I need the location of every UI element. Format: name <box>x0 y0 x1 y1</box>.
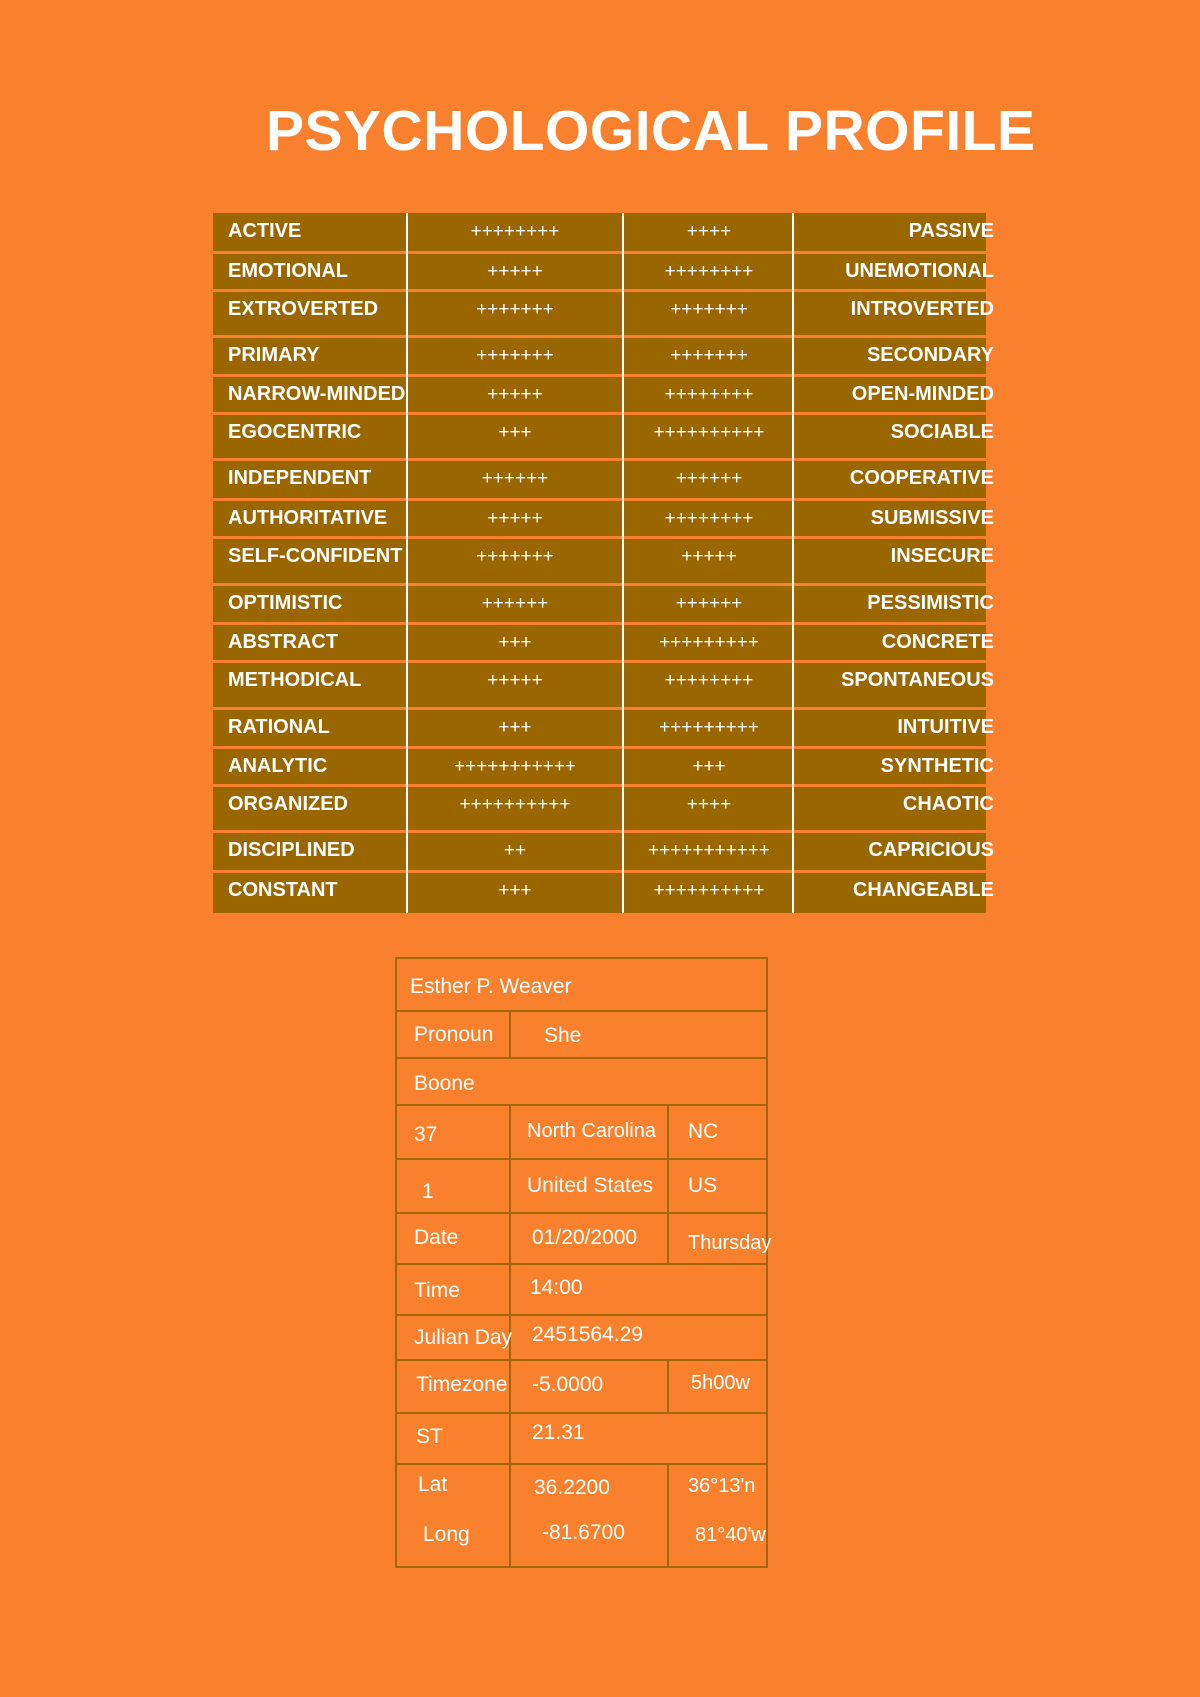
table-row <box>213 460 994 497</box>
timezone-value: -5.0000 <box>532 1373 604 1396</box>
pronoun-label: Pronoun <box>414 1023 494 1046</box>
table-row <box>213 786 994 823</box>
table-row <box>213 709 994 746</box>
pronoun-value: She <box>544 1024 582 1047</box>
trait-left-score: +++ <box>498 422 532 443</box>
trait-right-label: PESSIMISTIC <box>867 592 994 614</box>
table-row <box>213 624 994 661</box>
trait-right-score: +++ <box>692 756 726 777</box>
trait-right-score: +++++++ <box>670 299 748 320</box>
trait-left-score: ++ <box>503 840 527 861</box>
page-title: PSYCHOLOGICAL PROFILE <box>266 99 1036 163</box>
trait-table <box>213 213 994 913</box>
trait-left-score: +++++++++++ <box>453 756 577 777</box>
trait-left-label: ANALYTIC <box>228 755 328 777</box>
trait-right-score: ++++++++ <box>664 384 754 405</box>
trait-left-score: ++++++ <box>481 593 549 614</box>
trait-right-label: INSECURE <box>890 545 994 567</box>
trait-left-score: +++++ <box>487 670 543 691</box>
trait-right-label: CHANGEABLE <box>852 879 994 901</box>
julian-day-value: 2451564.29 <box>532 1323 643 1346</box>
trait-left-label: METHODICAL <box>228 669 362 691</box>
longitude-value: -81.6700 <box>542 1521 625 1544</box>
table-row <box>213 376 994 413</box>
table-line <box>395 1212 768 1214</box>
table-row <box>213 500 994 537</box>
trait-right-score: ++++ <box>686 221 732 242</box>
trait-right-score: ++++++ <box>675 593 743 614</box>
trait-right-label: CAPRICIOUS <box>868 839 994 861</box>
trait-left-label: ORGANIZED <box>228 793 348 815</box>
date-label: Date <box>414 1226 459 1249</box>
trait-left-label: EXTROVERTED <box>228 298 379 320</box>
latitude-label: Lat <box>418 1473 448 1496</box>
trait-right-score: ++++++++++ <box>653 422 765 443</box>
trait-left-score: +++++ <box>487 508 543 529</box>
table-line <box>667 1463 669 1568</box>
latitude-dms: 36°13'n <box>688 1475 756 1497</box>
sidereal-time-value: 21.31 <box>532 1421 585 1444</box>
trait-right-label: SECONDARY <box>866 344 994 366</box>
table-line <box>395 1412 768 1414</box>
state-code: NC <box>688 1120 719 1143</box>
trait-left-label: INDEPENDENT <box>228 467 372 489</box>
trait-left-score: ++++++ <box>481 468 549 489</box>
table-row <box>213 213 994 250</box>
weekday: Thursday <box>688 1232 772 1254</box>
sidereal-time-label: ST <box>416 1425 443 1448</box>
table-line <box>395 1314 768 1316</box>
trait-right-score: ++++++++ <box>664 508 754 529</box>
trait-left-label: AUTHORITATIVE <box>228 507 388 529</box>
trait-left-label: PRIMARY <box>228 344 320 366</box>
country-name: United States <box>527 1174 654 1197</box>
longitude-dms: 81°40'w <box>695 1524 766 1546</box>
table-line <box>395 1057 768 1059</box>
table-line <box>667 1359 669 1412</box>
table-line <box>395 1158 768 1160</box>
trait-right-score: +++++++++ <box>659 632 759 653</box>
trait-left-label: DISCIPLINED <box>228 839 355 861</box>
time-label: Time <box>414 1279 460 1302</box>
table-row <box>213 662 994 699</box>
trait-right-score: ++++++++ <box>664 670 754 691</box>
trait-right-label: CHAOTIC <box>902 793 994 815</box>
trait-left-score: +++++++ <box>476 299 554 320</box>
trait-left-score: +++++ <box>487 261 543 282</box>
trait-right-label: PASSIVE <box>908 220 994 242</box>
person-name: Esther P. Weaver <box>410 975 572 998</box>
country-number: 1 <box>422 1180 434 1203</box>
trait-right-label: SYNTHETIC <box>880 755 994 777</box>
table-line <box>395 1010 768 1012</box>
table-row <box>213 872 994 909</box>
table-line <box>395 1359 768 1361</box>
timezone-label: Timezone <box>416 1373 508 1396</box>
chart-info-table <box>395 957 772 1568</box>
table-line <box>395 1263 768 1265</box>
table-line <box>395 1463 768 1465</box>
trait-left-label: RATIONAL <box>228 716 330 738</box>
date-value: 01/20/2000 <box>532 1226 638 1249</box>
table-row <box>213 748 994 785</box>
trait-right-label: CONCRETE <box>881 631 994 653</box>
julian-day-label: Julian Day <box>414 1326 513 1349</box>
trait-left-score: ++++++++ <box>470 221 560 242</box>
table-line <box>395 957 397 1568</box>
table-row <box>213 414 994 451</box>
table-row <box>213 585 994 622</box>
trait-right-score: +++++++++++ <box>647 840 771 861</box>
state-number: 37 <box>414 1123 438 1146</box>
trait-left-score: ++++++++++ <box>459 794 571 815</box>
trait-right-label: COOPERATIVE <box>849 467 994 489</box>
timezone-code: 5h00w <box>691 1372 750 1394</box>
trait-right-score: +++++++++ <box>659 717 759 738</box>
trait-right-label: INTROVERTED <box>850 298 994 320</box>
table-line <box>509 1010 511 1057</box>
trait-right-label: SPONTANEOUS <box>841 669 994 691</box>
trait-left-score: +++++++ <box>476 546 554 567</box>
trait-right-label: OPEN-MINDED <box>851 383 994 405</box>
trait-left-label: NARROW-MINDED <box>228 383 406 405</box>
table-row <box>213 538 994 575</box>
trait-right-score: ++++++++ <box>664 261 754 282</box>
table-line <box>667 1104 669 1264</box>
table-row <box>213 253 994 290</box>
city: Boone <box>414 1072 475 1095</box>
trait-right-label: SUBMISSIVE <box>870 507 994 529</box>
trait-left-label: OPTIMISTIC <box>228 592 343 614</box>
trait-left-label: ACTIVE <box>228 220 302 242</box>
table-line <box>395 1566 768 1568</box>
trait-left-label: EMOTIONAL <box>228 260 348 282</box>
trait-left-label: CONSTANT <box>228 879 338 901</box>
trait-right-score: +++++++ <box>670 345 748 366</box>
trait-left-label: SELF-CONFIDENT <box>228 545 403 567</box>
trait-left-label: EGOCENTRIC <box>228 421 362 443</box>
table-line <box>395 1104 768 1106</box>
table-line <box>766 957 768 1568</box>
trait-left-score: +++ <box>498 632 532 653</box>
trait-left-label: ABSTRACT <box>228 631 338 653</box>
time-value: 14:00 <box>530 1276 583 1299</box>
latitude-value: 36.2200 <box>534 1476 610 1499</box>
trait-right-score: ++++++++++ <box>653 880 765 901</box>
trait-left-score: +++++++ <box>476 345 554 366</box>
table-row <box>213 291 994 328</box>
country-code: US <box>688 1174 718 1197</box>
trait-right-score: ++++ <box>686 794 732 815</box>
trait-left-score: +++ <box>498 880 532 901</box>
trait-right-label: INTUITIVE <box>897 716 994 738</box>
trait-right-score: +++++ <box>681 546 737 567</box>
trait-right-label: UNEMOTIONAL <box>845 260 994 282</box>
table-line <box>395 957 768 959</box>
trait-right-score: ++++++ <box>675 468 743 489</box>
trait-left-score: +++ <box>498 717 532 738</box>
trait-left-score: +++++ <box>487 384 543 405</box>
state-name: North Carolina <box>527 1120 656 1142</box>
longitude-label: Long <box>423 1523 470 1546</box>
table-row <box>213 832 994 869</box>
trait-right-label: SOCIABLE <box>890 421 994 443</box>
table-row <box>213 337 994 374</box>
